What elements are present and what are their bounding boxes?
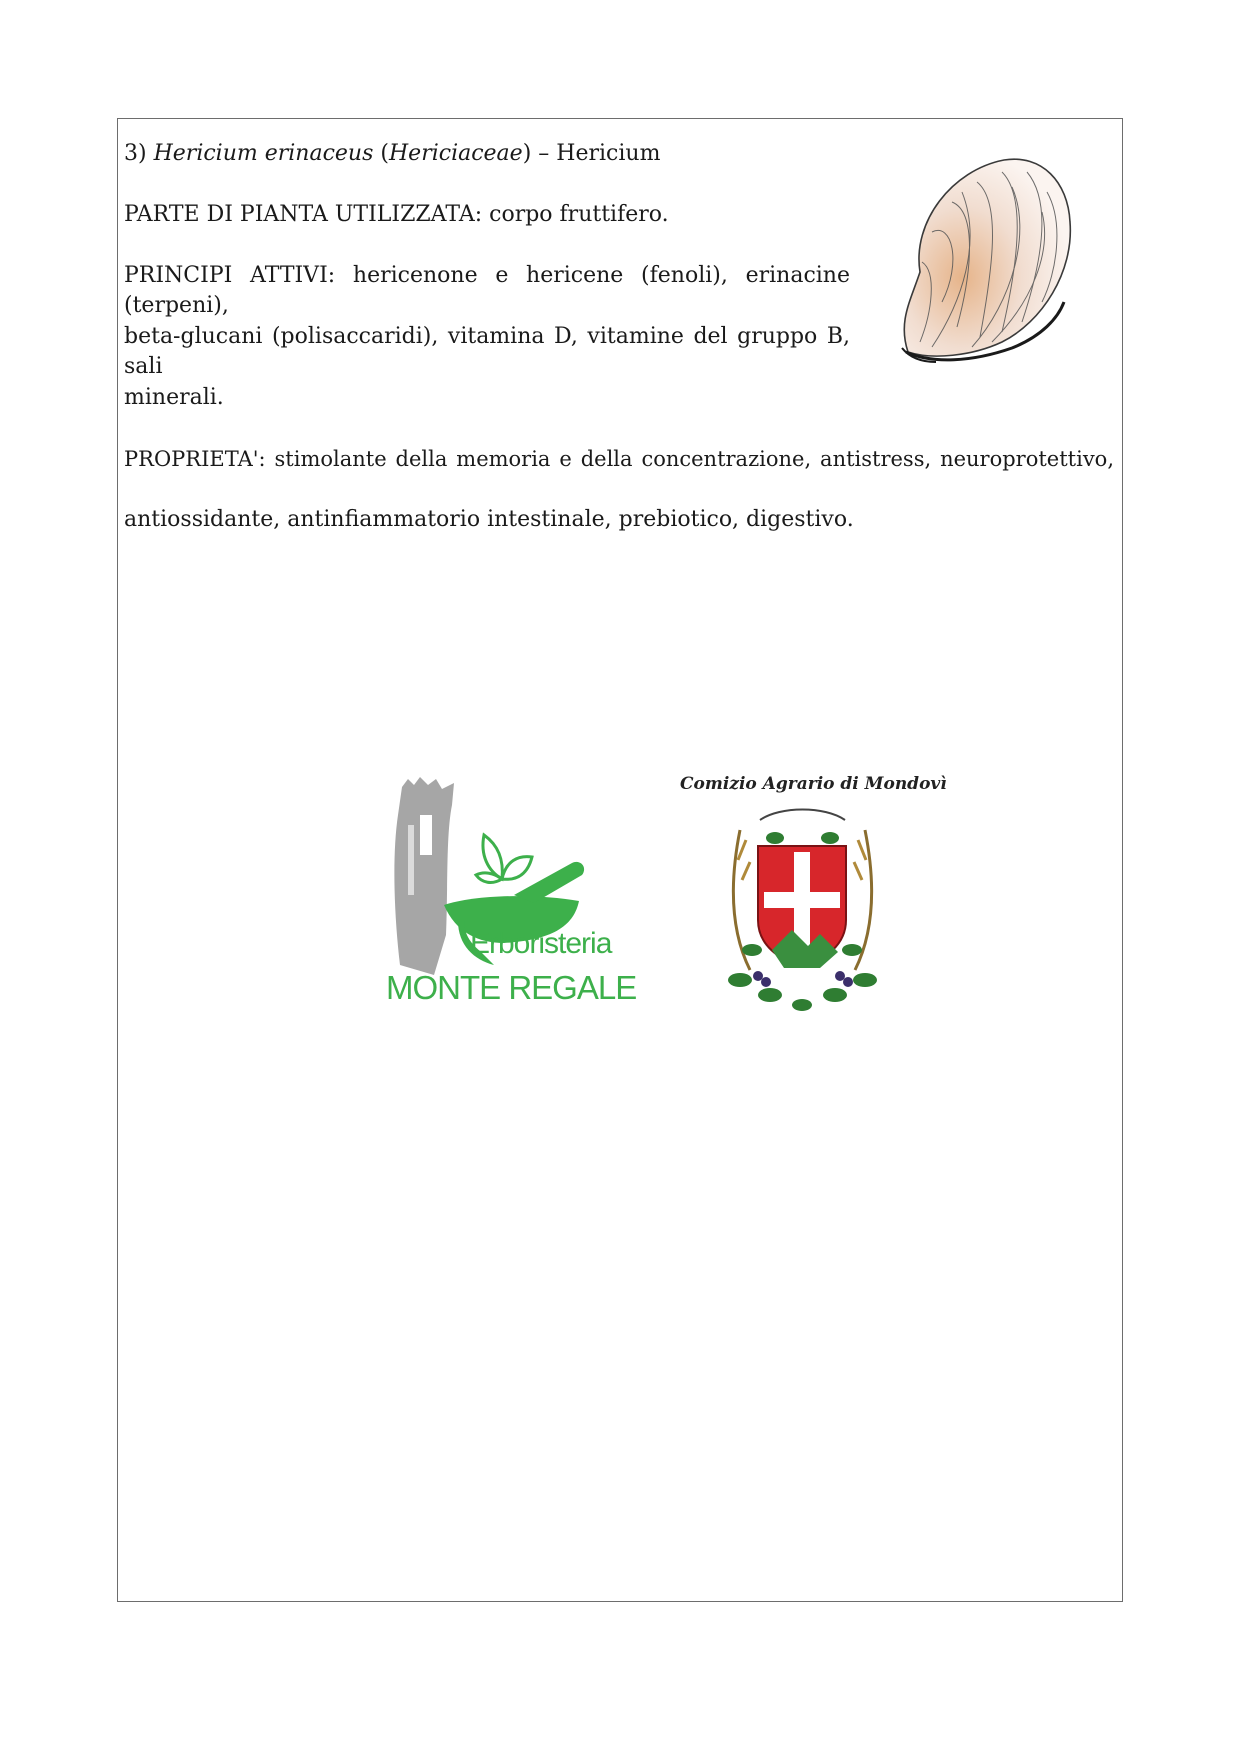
family-name: Hericiaceae (388, 141, 523, 166)
monte-regale-text: MONTE REGALE (386, 969, 637, 1006)
erboristeria-logo (384, 775, 637, 1015)
hericium-mushroom-icon (892, 152, 1078, 366)
properties-line-2: antiossidante, antinfiammatorio intestinale, prebiotico, digestivo. (124, 507, 854, 532)
part-label: PARTE DI PIANTA UTILIZZATA: (124, 202, 483, 227)
coat-of-arms-icon (680, 800, 925, 1020)
part-value: corpo fruttifero. (489, 202, 669, 227)
comizio-agrario-logo (680, 774, 947, 1020)
properties-line-1: PROPRIETA': stimolante della memoria e della concentrazione, antistress, neuroprotettivo, (124, 447, 1114, 471)
principles-line-2: beta-glucani (polisaccaridi), vitamina D, vitamine del gruppo B, sali (124, 324, 850, 379)
entry-number: 3) (124, 141, 147, 166)
latin-name: Hericium erinaceus (153, 141, 374, 166)
comizio-title: Comizio Agrario di Mondovì (680, 774, 947, 794)
principles-line-3: minerali. (124, 385, 224, 410)
erboristeria-text: Erboristeria (470, 927, 612, 960)
entry-title: 3) Hericium erinaceus (Hericiaceae) – Hericium (124, 141, 661, 166)
principles-line-1: PRINCIPI ATTIVI: hericenone e hericene (fenoli), erinacine (terpeni), (124, 263, 850, 318)
part-used (124, 200, 669, 230)
common-name: – Hericium (538, 141, 661, 166)
